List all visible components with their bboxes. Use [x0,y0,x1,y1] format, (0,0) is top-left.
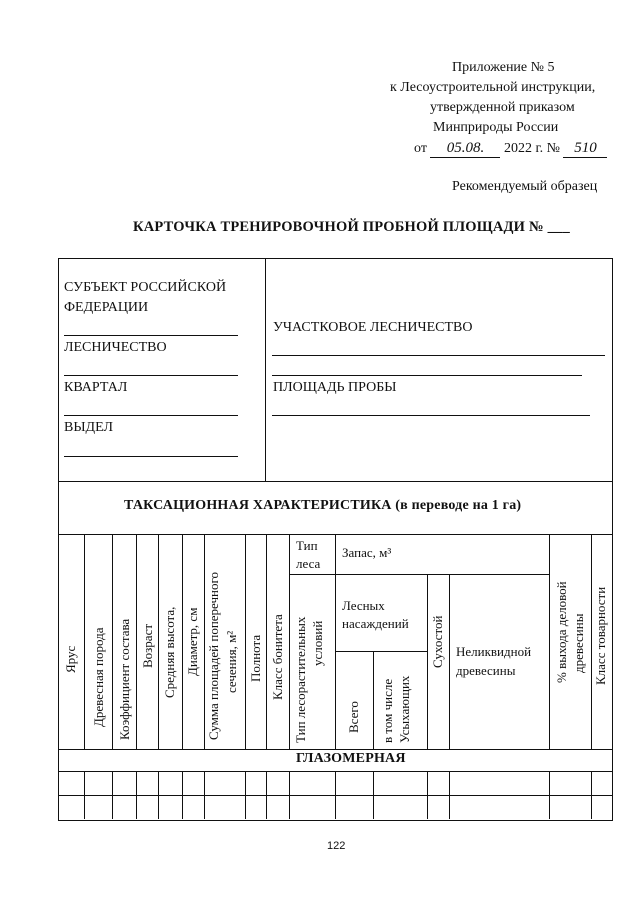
row-col-line-2 [112,771,113,819]
subject-input-line[interactable] [64,335,238,336]
header-bottom-border [58,749,612,750]
plot-input-line[interactable] [64,456,238,457]
order-date-line [414,139,607,158]
col-composition-coef: Коэффициент состава [117,618,132,740]
row-col-line-8 [266,771,267,819]
district-forestry-input-line[interactable] [272,355,605,356]
col-total: Всего [346,701,361,733]
row-col-line-12 [427,771,428,819]
col-forest-stands-2: насаждений [342,616,409,631]
col-line-2 [112,534,113,749]
col-mean-height: Средняя высота, [162,606,177,698]
subject-label-line1: СУБЪЕКТ РОССИЙСКОЙ [64,280,227,295]
row-col-line-4 [158,771,159,819]
section-title: ТАКСАЦИОННАЯ ХАРАКТЕРИСТИКА (в переводе на 1 га) [124,498,522,513]
col-growing-conditions-2: условий [310,620,325,666]
appendix-number: Приложение № 5 [452,60,555,75]
col-deadwood: Сухостой [430,615,445,668]
col-commodity-class: Класс товарности [593,586,608,685]
col-line-13 [449,574,450,749]
row-col-line-7 [245,771,246,819]
col-line-5 [182,534,183,749]
col-line-10 [335,534,336,749]
quarter-label: КВАРТАЛ [64,380,128,395]
col-growing-conditions-1: Тип лесорастительных [293,616,308,743]
col-basal-area-2: сечения, м² [224,630,239,693]
row-col-line-10 [335,771,336,819]
col-forest-type-2: леса [296,556,321,571]
stock-subheader-border [289,574,549,575]
col-bonitet: Класс бонитета [270,614,285,700]
ministry-name: Минприроды России [433,120,559,135]
col-line-9 [289,534,290,749]
col-business-yield-2: древесины [571,613,586,673]
col-tier: Ярус [63,645,78,673]
row-col-line-11 [373,771,374,819]
stands-subheader-border [335,651,427,652]
col-dying-1: в том числе [380,678,395,743]
col-species: Древесная порода [91,627,106,727]
col-dying-2: Усыхающих [397,675,412,743]
col-line-12 [427,574,428,749]
col-line-14 [549,534,550,749]
from-prefix: от [414,141,427,156]
col-nonliquid-1: Неликвидной [456,644,532,659]
col-forest-stands-1: Лесных [342,598,385,613]
info-bottom-border [58,481,612,482]
quarter-input-line[interactable] [64,415,238,416]
instruction-reference: к Лесоустроительной инструкции, [390,80,596,95]
col-density: Полнота [248,634,263,682]
row-col-line-9 [289,771,290,819]
col-line-3 [136,534,137,749]
subsection-eye-estimate: ГЛАЗОМЕРНАЯ [296,751,406,766]
row-col-line-13 [449,771,450,819]
forestry-label: ЛЕСНИЧЕСТВО [64,340,167,355]
col-line-15 [591,534,592,749]
subject-label-line2: ФЕДЕРАЦИИ [64,300,149,315]
col-nonliquid-2: древесины [456,663,516,678]
col-line-6 [204,534,205,749]
district-forestry-input-line-2[interactable] [272,375,582,376]
col-line-1 [84,534,85,749]
approved-by-order: утвержденной приказом [430,100,575,115]
col-line-4 [158,534,159,749]
col-business-yield-1: % выхода деловой [554,581,569,683]
order-date-handwritten: 05.08. [430,139,500,158]
order-number-handwritten: 510 [563,139,607,158]
col-age: Возраст [140,623,155,668]
sample-area-label: ПЛОЩАДЬ ПРОБЫ [273,380,397,395]
col-stock: Запас, м³ [342,545,392,560]
row-col-line-3 [136,771,137,819]
row-col-line-14 [549,771,550,819]
recommended-sample: Рекомендуемый образец [452,179,598,194]
card-title: КАРТОЧКА ТРЕНИРОВОЧНОЙ ПРОБНОЙ ПЛОЩАДИ № ___ [133,219,570,235]
col-line-7 [245,534,246,749]
col-basal-area-1: Сумма площадей поперечного [206,571,221,740]
sample-area-input-line[interactable] [272,415,590,416]
forestry-input-line[interactable] [64,375,238,376]
col-line-8 [266,534,267,749]
info-divider [265,258,266,481]
col-forest-type-1: Тип [296,538,318,553]
district-forestry-label: УЧАСТКОВОЕ ЛЕСНИЧЕСТВО [273,320,473,335]
row-col-line-1 [84,771,85,819]
col-diameter: Диаметр, см [185,607,200,676]
page-number: 122 [327,840,346,852]
col-line-11 [373,651,374,749]
row-col-line-5 [182,771,183,819]
order-year: 2022 г. № [503,141,560,156]
plot-label: ВЫДЕЛ [64,420,113,435]
row-col-line-15 [591,771,592,819]
row-col-line-6 [204,771,205,819]
